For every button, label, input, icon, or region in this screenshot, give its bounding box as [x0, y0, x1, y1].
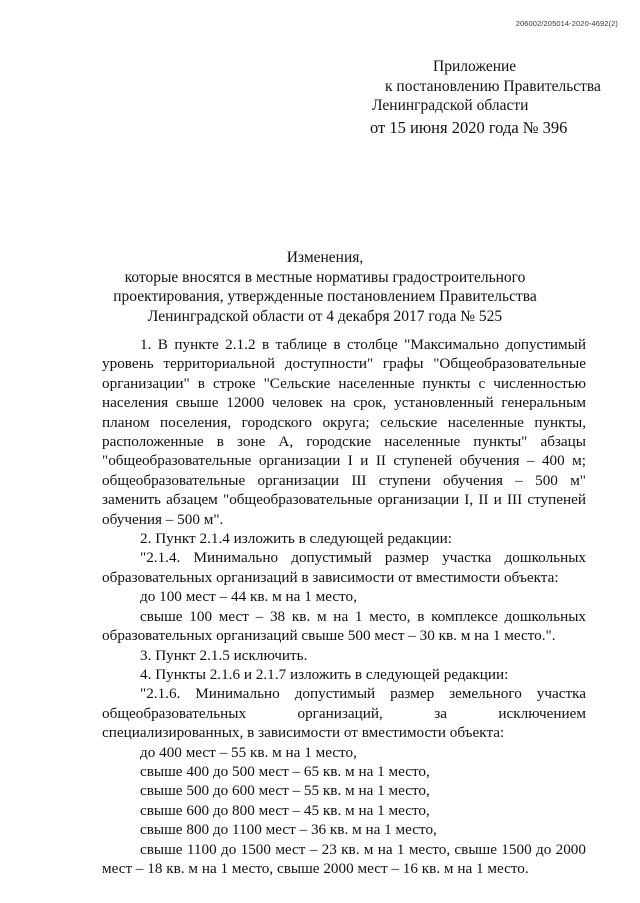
paragraph-5: свыше 100 мест – 38 кв. м на 1 место, в комплексе дошкольных образовательных организаций свыше 500 мест – 30 кв. м на 1 место.". — [102, 607, 586, 645]
document-title — [100, 248, 550, 326]
paragraph-14: свыше 1100 до 1500 мест – 23 кв. м на 1 место, свыше 1500 до 2000 мест – 18 кв. м на 1 место, свыше 2000 мест – 16 кв. м на 1 место. — [102, 840, 586, 877]
paragraph-9: до 400 мест – 55 кв. м на 1 место, — [140, 743, 357, 761]
paragraph-12: свыше 600 до 800 мест – 45 кв. м на 1 место, — [140, 801, 430, 819]
paragraph-10: свыше 400 до 500 мест – 65 кв. м на 1 место, — [140, 762, 430, 780]
document-id: 206002/205014-2020-4692(2) — [515, 19, 618, 28]
appendix-date-line: от 15 июня 2020 года № 396 — [370, 117, 568, 137]
paragraph-3: "2.1.4. Минимально допустимый размер участка дошкольных образовательных организаций в зависимости от вместимости объекта: — [102, 549, 586, 586]
appendix-line-1: Приложение — [433, 58, 517, 75]
title-line-3: проектирования, утвержденные постановлением Правительства — [113, 288, 537, 305]
appendix-header — [300, 57, 630, 137]
paragraph-11: свыше 500 до 600 мест – 55 кв. м на 1 место, — [140, 782, 430, 800]
title-line-4: Ленинградской области от 4 декабря 2017 года № 525 — [147, 307, 503, 325]
paragraph-7: 4. Пункты 2.1.6 и 2.1.7 изложить в следующей редакции: — [140, 665, 509, 683]
paragraph-8: "2.1.6. Минимально допустимый размер земельного участка общеобразовательных организаций, за исключением специализированных, в зависимости от вместимости объекта: — [102, 685, 586, 742]
paragraph-1: 1. В пункте 2.1.2 в таблице в столбце "Максимально допустимый уровень территориальной доступности" графы "Общеобразовательные организации" в строке "Сельские населенные пункты с численностью населения свыше 12000 человек на срок, установленный генеральным планом поселения, городского округа; сельские населенные пункты, расположенные в зоне А, городские населенные пункты" абзацы "общеобразовательные организации I и II ступеней обучения – 400 м; общеобразовательные организации III ступени обучения – 500 м" заменить абзацем "общеобразовательные организации I, II и III ступеней обучения – 500 м". — [102, 336, 586, 528]
paragraph-2: 2. Пункт 2.1.4 изложить в следующей редакции: — [140, 530, 453, 548]
title-line-2: которые вносятся в местные нормативы градостроительного — [124, 268, 526, 286]
appendix-line-3: Ленинградской области — [372, 97, 529, 114]
title-line-1: Изменения, — [286, 249, 364, 266]
appendix-line-2: к постановлению Правительства — [385, 77, 601, 95]
paragraph-4: до 100 мест – 44 кв. м на 1 место, — [140, 588, 357, 606]
paragraph-13: свыше 800 до 1100 мест – 36 кв. м на 1 место, — [140, 821, 437, 839]
paragraph-6: 3. Пункт 2.1.5 исключить. — [140, 646, 308, 664]
document-body — [102, 335, 586, 878]
